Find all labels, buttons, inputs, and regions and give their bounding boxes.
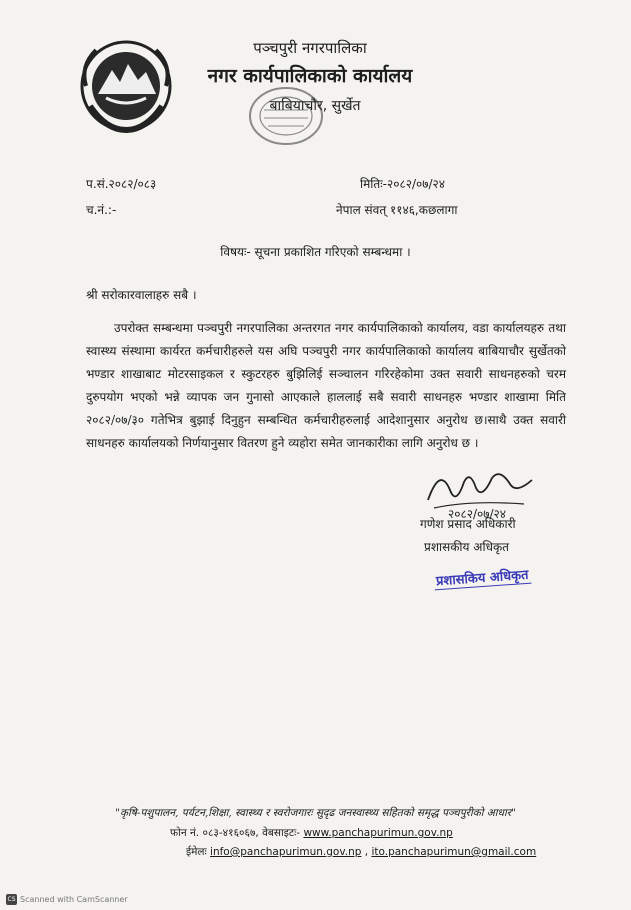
- signature-icon: [420, 460, 540, 520]
- signature-date: २०८२/०७/२४: [448, 507, 507, 520]
- municipality-name: पञ्चपुरी नगरपालिका: [253, 39, 367, 57]
- signatory-title: प्रशासकीय अधिकृत: [424, 540, 510, 554]
- letter-body: उपरोक्त सम्बन्धमा पञ्चपुरी नगरपालिका अन्तरगत नगर कार्यपालिकाको कार्यालय, वडा कार्यालयहरु तथा स्वास्थ्य संस्थामा कार्यरत कर्मचारीहरुले यस अघि पञ्चपुरी नगर कार्यपालिकाको कार्यालय बाबियाचौर सुर्खेतको भण्डार शाखाबाट मोटरसाइकल र स्कुटरहरु बुझिलिई सञ्चालन गरिरहेकोमा उक्त सवारी साधनहरुको चरम दुरुपयोग भएको भन्ने व्यापक जन गुनासो आएकाले हाललाई सबै सवारी साधनहरु भण्डार शाखामा मिति २०८२/०७/३० गतेभित्र बुझाई दिनुहुन सम्बन्धित कर्मचारीहरुलाई आदेशानुसार अनुरोध छ।साथै उक्त सवारी साधनहरु कार्यालयको निर्णयानुसार वितरण हुने व्यहोरा समेत जानकारीका लागि अनुरोध छ ।: [86, 321, 566, 450]
- scanner-text: Scanned with CamScanner: [20, 895, 128, 904]
- website-link[interactable]: www.panchapurimun.gov.np: [303, 827, 453, 839]
- officer-seal: प्रशासकिय अधिकृत: [433, 565, 531, 591]
- salutation: श्री सरोकारवालाहरु सबै ।: [86, 288, 197, 302]
- office-name: नगर कार्यपालिकाको कार्यालय: [207, 65, 413, 87]
- email-separator: ,: [364, 846, 369, 858]
- camscanner-icon: CS: [7, 896, 16, 903]
- office-address: बाबियाचौर, सुर्खेत: [269, 98, 361, 114]
- phone-label: फोन नं. ०८३-४१६०६७, वेबसाइटः-: [170, 827, 301, 839]
- scanner-watermark: [6, 894, 128, 905]
- letter-subject: विषयः- सूचना प्रकाशित गरिएको सम्बन्धमा ।: [220, 245, 411, 259]
- letter-date: मितिः-२०८२/०७/२४: [360, 177, 445, 191]
- nepal-sambat-date: नेपाल संवत् ११४६,कछलागा: [336, 203, 458, 217]
- reference-number: प.सं.२०८२/०८३: [86, 177, 157, 191]
- signatory-name: गणेश प्रसाद अधिकारी: [420, 517, 516, 531]
- email-link-ito[interactable]: ito.panchapurimun@gmail.com: [371, 846, 537, 858]
- email-link-info[interactable]: info@panchapurimun.gov.np: [210, 846, 362, 858]
- footer-motto: "कृषि-पशुपालन, पर्यटन,शिक्षा, स्वास्थ्य र स्वरोजगारः सुदृढ जनस्वास्थ्य सहितको समृद्ध पञ्चपुरीको आधार": [115, 807, 516, 819]
- email-label: ईमेलः: [186, 846, 207, 858]
- footer-contact: [170, 826, 570, 840]
- office-stamp-icon: [246, 84, 326, 148]
- footer-emails: [186, 845, 586, 859]
- dispatch-number: च.नं.:-: [86, 203, 117, 217]
